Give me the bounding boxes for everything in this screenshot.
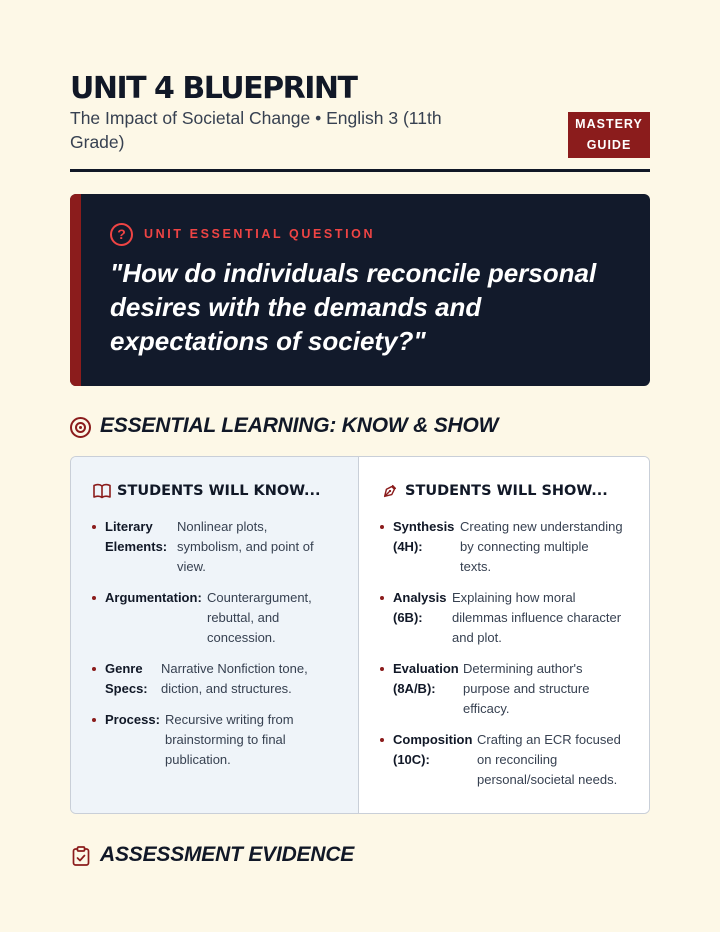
term-line: Process: — [105, 712, 160, 727]
list-item-term — [105, 517, 167, 557]
list-item-description — [460, 517, 623, 577]
description-line: dilemmas influence character — [452, 610, 622, 625]
bullet-dot — [92, 596, 96, 600]
description-line: publication. — [165, 752, 231, 767]
assessment-evidence-title: ASSESSMENT EVIDENCE — [100, 843, 355, 866]
description-line: and plot. — [452, 630, 502, 645]
term-line: (10C): — [393, 752, 430, 767]
list-item-term — [105, 710, 160, 730]
know-heading: STUDENTS WILL KNOW... — [117, 483, 321, 499]
list-item — [105, 588, 355, 658]
know-show-grid — [70, 456, 650, 814]
bullet-dot — [380, 667, 384, 671]
list-item-description — [452, 588, 621, 648]
clipboard-check-icon — [72, 846, 90, 866]
bullet-dot — [92, 525, 96, 529]
description-line: brainstorming to final — [165, 732, 286, 747]
list-item-description — [477, 730, 621, 790]
accent-bar — [70, 194, 81, 386]
pen-nib-icon — [381, 483, 399, 499]
description-line: Crafting an ECR focused — [477, 732, 621, 747]
list-item — [393, 517, 643, 587]
list-item — [105, 710, 355, 780]
page-header — [70, 72, 650, 172]
description-line: Narrative Nonfiction tone, — [161, 661, 308, 676]
list-item-term — [393, 730, 472, 770]
list-item-term — [393, 588, 446, 628]
header-divider — [70, 169, 650, 172]
term-line: Literary — [105, 519, 153, 534]
description-line: concession. — [207, 630, 276, 645]
question-circle-icon: ? — [110, 223, 133, 246]
open-book-icon — [93, 483, 111, 499]
essential-learning-title: ESSENTIAL LEARNING: KNOW & SHOW — [100, 414, 499, 437]
mastery-badge: MASTERY GUIDE — [568, 112, 650, 158]
description-line: purpose and structure — [463, 681, 590, 696]
term-line: Argumentation: — [105, 590, 202, 605]
description-line: Recursive writing from — [165, 712, 294, 727]
list-item-description — [177, 517, 314, 577]
essential-question-label: UNIT ESSENTIAL QUESTION — [144, 227, 376, 241]
page-title: UNIT 4 BLUEPRINT — [70, 71, 357, 106]
know-column — [71, 457, 359, 813]
term-line: (4H): — [393, 539, 423, 554]
term-line: Elements: — [105, 539, 168, 554]
list-item-description — [161, 659, 308, 699]
bullet-dot — [92, 718, 96, 722]
list-item-term — [105, 588, 202, 608]
term-line: (6B): — [393, 610, 423, 625]
list-item — [393, 730, 643, 800]
list-item — [105, 517, 355, 587]
list-item-description — [165, 710, 294, 770]
description-line: Determining author's — [463, 661, 583, 676]
description-line: by connecting multiple — [460, 539, 589, 554]
term-line: Synthesis — [393, 519, 455, 534]
list-item-description — [463, 659, 589, 719]
list-item-term — [393, 659, 459, 699]
description-line: Counterargument, — [207, 590, 312, 605]
bullet-dot — [380, 738, 384, 742]
description-line: efficacy. — [463, 701, 510, 716]
description-line: diction, and structures. — [161, 681, 292, 696]
description-line: on reconciling — [477, 752, 558, 767]
list-item-description — [207, 588, 312, 648]
description-line: Nonlinear plots, — [177, 519, 268, 534]
list-item-term — [393, 517, 454, 557]
essential-question-text: "How do individuals reconcile personal desires with the demands and expectations of society?" — [110, 258, 597, 356]
page-subtitle: The Impact of Societal Change • English 3 (11th Grade) — [70, 108, 442, 152]
term-line: Composition — [393, 732, 473, 747]
list-item — [393, 588, 643, 658]
description-line: rebuttal, and — [207, 610, 280, 625]
term-line: Analysis — [393, 590, 447, 605]
essential-question-card — [70, 194, 650, 386]
term-line: Specs: — [105, 681, 148, 696]
list-item — [393, 659, 643, 729]
bullet-dot — [380, 596, 384, 600]
show-heading: STUDENTS WILL SHOW... — [405, 483, 608, 499]
term-line: (8A/B): — [393, 681, 436, 696]
bullet-dot — [92, 667, 96, 671]
bullet-dot — [380, 525, 384, 529]
target-icon — [70, 417, 91, 438]
term-line: Evaluation — [393, 661, 459, 676]
description-line: texts. — [460, 559, 492, 574]
description-line: personal/societal needs. — [477, 772, 618, 787]
show-column — [359, 457, 649, 813]
description-line: symbolism, and point of — [177, 539, 314, 554]
term-line: Genre — [105, 661, 143, 676]
description-line: Explaining how moral — [452, 590, 576, 605]
description-line: view. — [177, 559, 206, 574]
list-item-term — [105, 659, 148, 699]
description-line: Creating new understanding — [460, 519, 623, 534]
